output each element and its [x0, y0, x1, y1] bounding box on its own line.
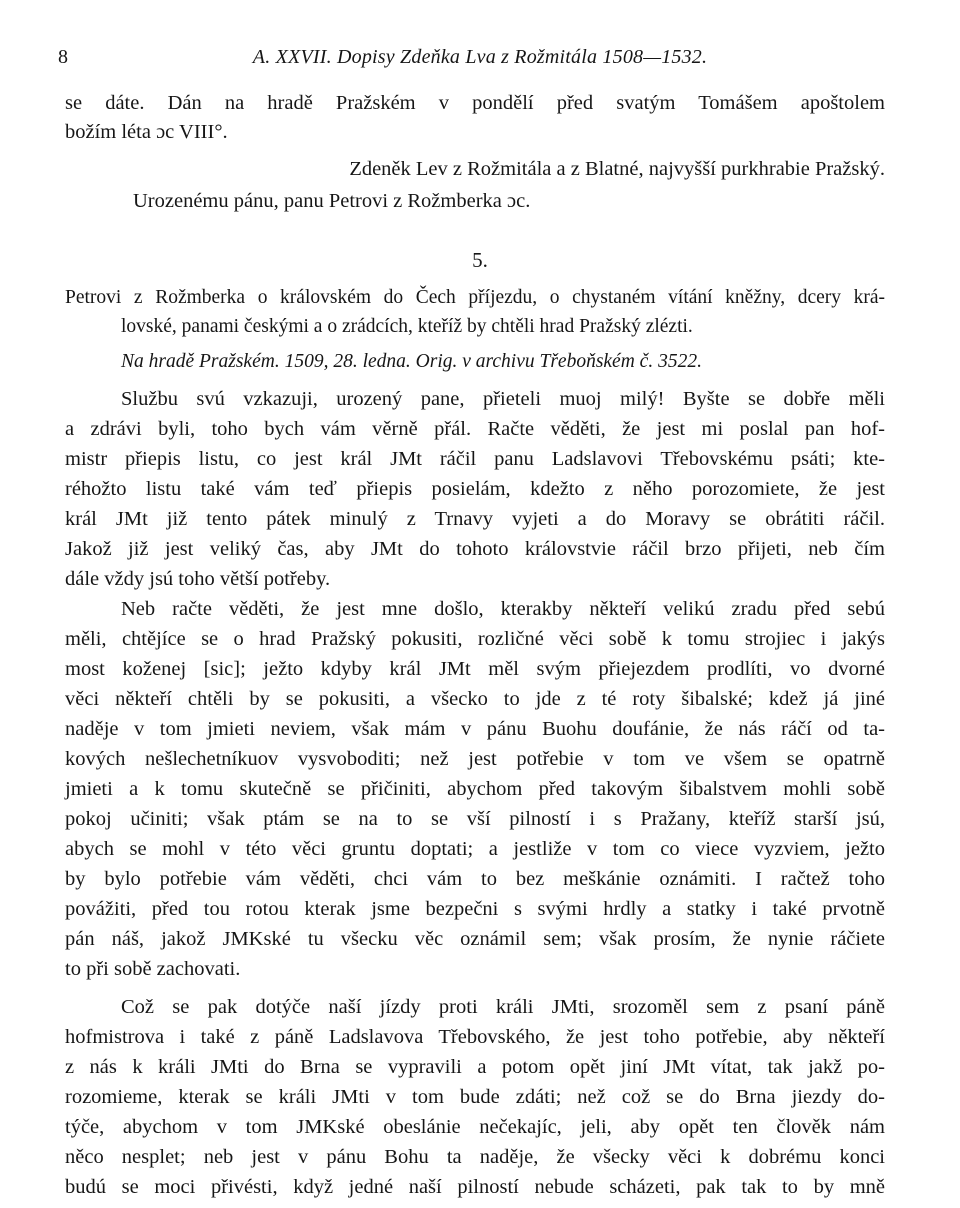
body-line: mistr přiepis listu, co jest král JMt ráčil panu Ladslavovi Třebovskému psáti; kte- — [65, 448, 885, 470]
body-line: věci někteří chtěli by se pokusiti, a všecko to jde z té roty šibalské; kdež já jiné — [65, 688, 885, 710]
body-line: a zdrávi byli, toho bych vám věrně přál. Račte věděti, že jest mi poslal pan hof- — [65, 418, 885, 440]
body-line: týče, abychom v tom JMKské obeslánie nečekajíc, jeli, aby opět ten člověk nám — [65, 1116, 885, 1138]
body-line: abych se mohl v této věci gruntu doptati; a jestliže v tom co viece vyzviem, ježto — [65, 838, 885, 860]
address: Urozenému pánu, panu Petrovi z Rožmberka ɔc. — [133, 190, 531, 212]
body-line: naděje v tom jmieti neviem, však mám v pánu Buohu doufánie, že nás ráčí od ta- — [65, 718, 885, 740]
body-line: to při sobě zachovati. — [65, 958, 241, 980]
running-title: A. XXVII. Dopisy Zdeňka Lva z Rožmitála 1508—1532. — [252, 46, 708, 68]
body-line: povážiti, před tou rotou kterak jsme bezpečni s svými hrdly a statky i také prvotně — [65, 898, 885, 920]
body-line: měli, chtějíce se o hrad Pražský pokusiti, rozličné věci sobě k tomu strojiec i jakýs — [65, 628, 885, 650]
body-line: Službu svú vzkazuji, urozený pane, přieteli muoj milý! Byšte se dobře měli — [121, 388, 885, 410]
prev-letter-line: božím léta ɔc VIII°. — [65, 121, 228, 143]
signature: Zdeněk Lev z Rožmitála a z Blatné, najvyšší purkhrabie Pražský. — [349, 158, 885, 180]
body-line: pán náš, jakož JMKské tu všecku věc oznámil sem; však prosím, že nynie ráčiete — [65, 928, 885, 950]
body-line: dále vždy jsú toho větší potřeby. — [65, 568, 331, 590]
summary-line: lovské, panami českými a o zrádcích, kteříž by chtěli hrad Pražský zlézti. — [121, 316, 693, 337]
body-line: Což se pak dotýče naší jízdy proti králi JMti, srozoměl sem z psaní páně — [121, 996, 885, 1018]
summary-line: Petrovi z Rožmberka o královském do Čech příjezdu, o chystaném vítání kněžny, dcery krá- — [65, 287, 885, 308]
body-line: z nás k králi JMti do Brna se vypravili a potom opět jiní JMt vítat, tak jakž po- — [65, 1056, 885, 1078]
body-line: hofmistrova i také z páně Ladslavova Třebovského, že jest toho potřebie, aby někteří — [65, 1026, 885, 1048]
body-line: budú se moci přivésti, když jedné naší pilností nebude scházeti, pak tak to by mně — [65, 1176, 885, 1198]
body-line: kových nešlechetníkuov vysvoboditi; než jest potřebie v tom ve všem se opatrně — [65, 748, 885, 770]
body-line: Jakož již jest veliký čas, aby JMt do tohoto královstvie ráčil brzo přijeti, neb čím — [65, 538, 885, 560]
page-number: 8 — [58, 46, 68, 68]
body-line: jmieti a k tomu skutečně se přičiniti, abychom před takovým šibalstvem mohli sobě — [65, 778, 885, 800]
body-line: réhožto listu také vám teď přiepis posielám, kdežto z něho porozomiete, že jest — [65, 478, 885, 500]
source-note: Na hradě Pražském. 1509, 28. ledna. Orig. v archivu Třeboňském č. 3522. — [121, 351, 702, 372]
body-line: král JMt již tento pátek minulý z Trnavy vyjeti a do Moravy se obrátiti ráčil. — [65, 508, 885, 530]
page-header — [56, 46, 904, 74]
body-line: pokoj učiniti; však ptám se na to se vší pilností i s Pražany, kteříž starší jsú, — [65, 808, 885, 830]
letter-number: 5. — [472, 248, 488, 272]
body-line: něco nesplet; neb jest v pánu Bohu ta naděje, že všecky věci k dobrému konci — [65, 1146, 885, 1168]
prev-letter-line: se dáte. Dán na hradě Pražském v pondělí před svatým Tomášem apoštolem — [65, 92, 885, 114]
body-line: most koženej [sic]; ježto kdyby král JMt měl svým přiejezdem prodlíti, vo dvorné — [65, 658, 885, 680]
body-line: rozomieme, kterak se králi JMti v tom bude zdáti; než což se do Brna jiezdy do- — [65, 1086, 885, 1108]
body-line: Neb račte věděti, že jest mne došlo, kterakby někteří velikú zradu před sebú — [121, 598, 885, 620]
body-line: by bylo potřebie vám věděti, chci vám to bez meškánie oznámiti. I račtež toho — [65, 868, 885, 890]
